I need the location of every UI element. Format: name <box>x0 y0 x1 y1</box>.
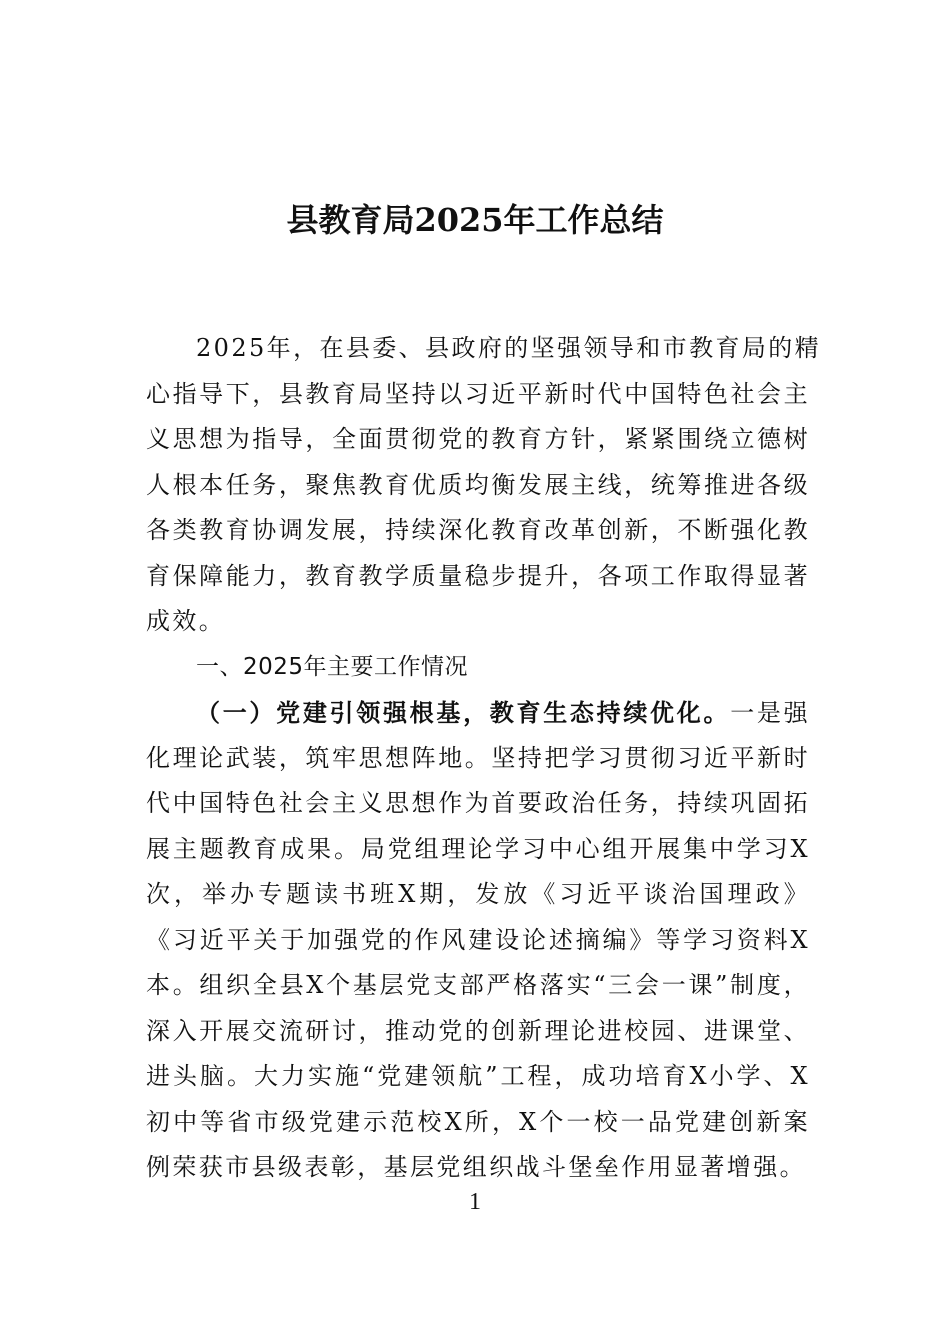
document-body <box>146 326 822 1191</box>
subsection-paragraph <box>146 690 810 1191</box>
paragraph-line: 人根本任务，聚焦教育优质均衡发展主线，统筹推进各级 <box>146 470 810 499</box>
paragraph-line: 进头脑。大力实施“党建领航”工程，成功培育X小学、X <box>146 1062 810 1090</box>
paragraph-line: 育保障能力，教育教学质量稳步提升，各项工作取得显著 <box>146 561 810 590</box>
section-heading: 一、2025年主要工作情况 <box>196 653 469 680</box>
paragraph-line: 次，举办专题读书班X期，发放《习近平谈治国理政》 <box>146 880 810 908</box>
paragraph-line: 化理论武装，筑牢思想阵地。坚持把学习贯彻习近平新时 <box>146 743 810 772</box>
paragraph-line: 成效。 <box>146 607 226 635</box>
paragraph-line: 《习近平关于加强党的作风建设论述摘编》等学习资料X <box>146 925 810 954</box>
paragraph-line: 例荣获市县级表彰，基层党组织战斗堡垒作用显著增强。 <box>146 1153 806 1181</box>
paragraph-line: 心指导下，县教育局坚持以习近平新时代中国特色社会主 <box>146 379 810 408</box>
paragraph-line: 各类教育协调发展，持续深化教育改革创新，不断强化教 <box>146 516 810 544</box>
document-title: 县教育局2025年工作总结 <box>286 201 664 239</box>
paragraph-line: 展主题教育成果。局党组理论学习中心组开展集中学习X <box>146 834 810 863</box>
paragraph-line-rest: 一是强 <box>730 699 811 727</box>
paragraph-line: 深入开展交流研讨，推动党的创新理论进校园、进课堂、 <box>146 1016 810 1045</box>
page-number: 1 <box>469 1189 481 1215</box>
paragraph-line: 义思想为指导，全面贯彻党的教育方针，紧紧围绕立德树 <box>146 425 810 453</box>
paragraph-line: 代中国特色社会主义思想作为首要政治任务，持续巩固拓 <box>146 789 810 817</box>
subsection-title: （一）党建引领强根基，教育生态持续优化。 <box>196 698 731 727</box>
paragraph-line: 本。组织全县X个基层党支部严格落实“三会一课”制度， <box>146 971 810 999</box>
paragraph-line <box>146 690 810 736</box>
paragraph-line: 2025年，在县委、县政府的坚强领导和市教育局的精 <box>196 334 822 362</box>
intro-paragraph <box>146 326 822 645</box>
paragraph-line: 初中等省市级党建示范校X所，X个一校一品党建创新案 <box>146 1107 810 1136</box>
